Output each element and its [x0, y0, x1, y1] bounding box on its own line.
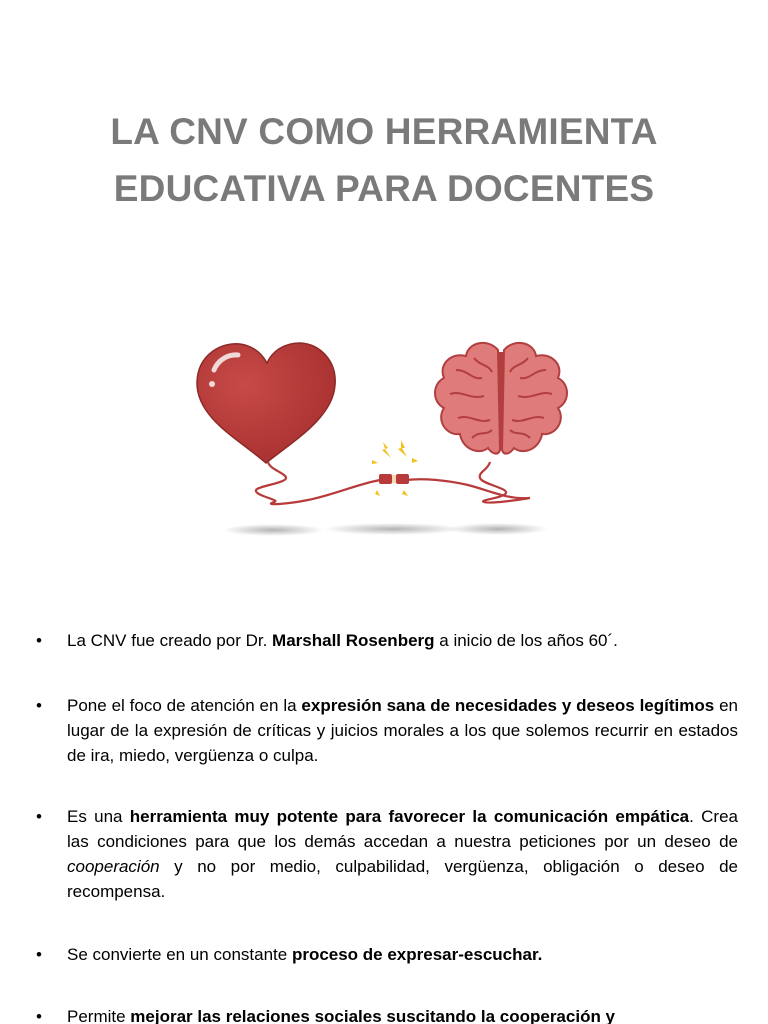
title-line-2: EDUCATIVA PARA DOCENTES [113, 168, 655, 209]
plug-icon [379, 474, 409, 484]
bullet-dot: • [36, 696, 42, 715]
title-line-1: LA CNV COMO HERRAMIENTA [110, 111, 658, 152]
bullet-dot: • [36, 945, 42, 964]
bullet-dot: • [36, 631, 42, 650]
heart-brain-illustration [188, 330, 588, 545]
bullet-item-4: • Se convierte en un constante proceso de expresar-escuchar. [32, 942, 738, 967]
shadow-center [323, 523, 463, 535]
shadow-right [448, 523, 548, 535]
bullet-item-1: • La CNV fue creado por Dr. Marshall Rosenberg a inicio de los años 60´. [32, 628, 738, 653]
brain-cable [406, 462, 530, 503]
bullet-list [32, 628, 738, 1024]
heart-icon [197, 343, 335, 463]
bullet-dot: • [36, 1007, 42, 1024]
bullet-item-5: • Permite mejorar las relaciones sociales suscitando la cooperación y [32, 1004, 738, 1024]
bullet-item-3: • Es una herramienta muy potente para favorecer la comunicación empática. Crea las condiciones para que los demás accedan a nuestra peticiones por un deseo de cooperación y no por medio, culpabilidad, vergüenza, obligación o deseo de recompensa. [32, 804, 738, 904]
slide-title [40, 103, 728, 217]
bullet-dot: • [36, 807, 42, 826]
brain-icon [435, 343, 567, 454]
shadow-left [223, 524, 323, 536]
bullet-item-2: • Pone el foco de atención en la expresión sana de necesidades y deseos legítimos en lugar de la expresión de críticas y juicios morales a los que solemos recurrir en estados de ira, miedo, vergüenza o culpa. [32, 693, 738, 768]
heart-cable [256, 462, 380, 504]
spark-icon [372, 440, 418, 496]
